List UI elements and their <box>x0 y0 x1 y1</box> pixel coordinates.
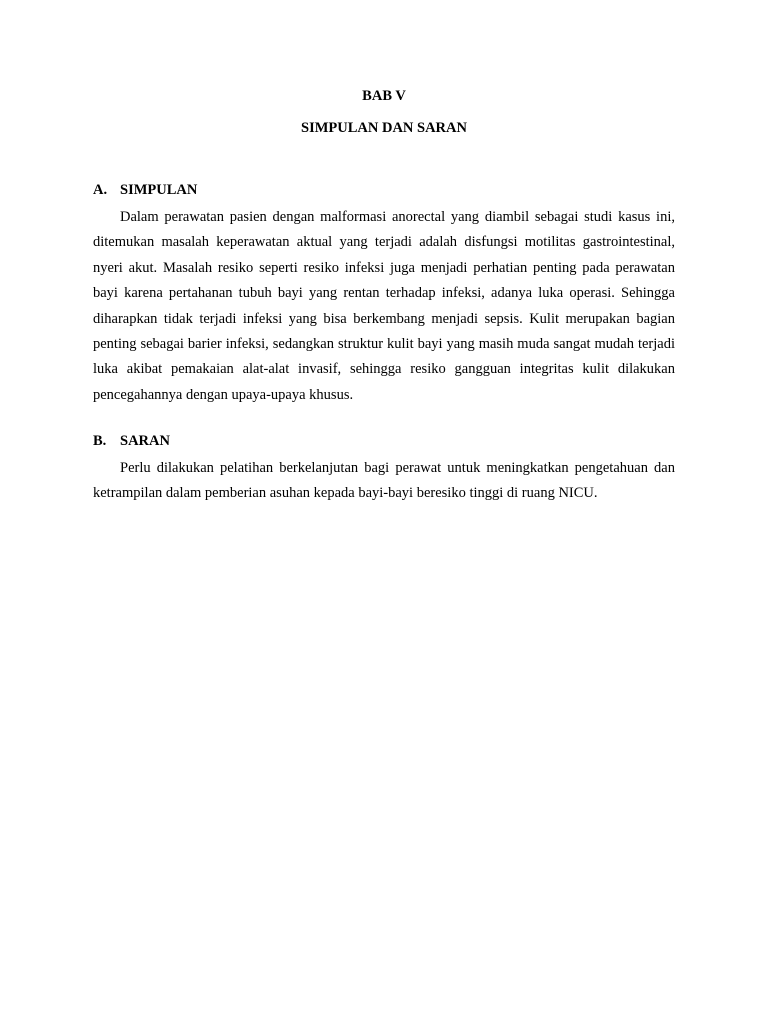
section-paragraph: Dalam perawatan pasien dengan malformasi anorectal yang diambil sebagai studi kasus ini, ditemukan masalah keperawatan aktual yang terjadi adalah disfungsi motilitas gastrointestinal, nyeri akut. Masalah resiko seperti resiko infeksi juga menjadi perhatian penting pada perawatan bayi karena pertahanan tubuh bayi yang rentan terhadap infeksi, adanya luka operasi. Sehingga diharapkan tidak terjadi infeksi yang bisa berkembang menjadi sepsis. Kulit merupakan bagian penting sebagai barier infeksi, sedangkan struktur kulit bayi yang masih muda sangat mudah terjadi luka akibat pemakaian alat-alat invasif, sehingga resiko gangguan integritas kulit dilakukan pencegahannya dengan upaya-upaya khusus. <box>93 209 675 403</box>
section-paragraph: Perlu dilakukan pelatihan berkelanjutan bagi perawat untuk meningkatkan pengetahuan dan ketrampilan dalam pemberian asuhan kepada bayi-bayi beresiko tinggi di ruang NICU. <box>93 460 675 502</box>
section-title: SIMPULAN <box>120 182 198 198</box>
section-heading <box>93 432 675 450</box>
section-title: SARAN <box>120 433 170 449</box>
section-saran <box>93 432 675 507</box>
chapter-number: BAB V <box>362 88 406 104</box>
section-letter: B. <box>93 433 107 449</box>
chapter-title: SIMPULAN DAN SARAN <box>301 120 467 136</box>
section-simpulan <box>93 181 675 408</box>
section-letter: A. <box>93 182 108 198</box>
section-heading <box>93 181 675 199</box>
